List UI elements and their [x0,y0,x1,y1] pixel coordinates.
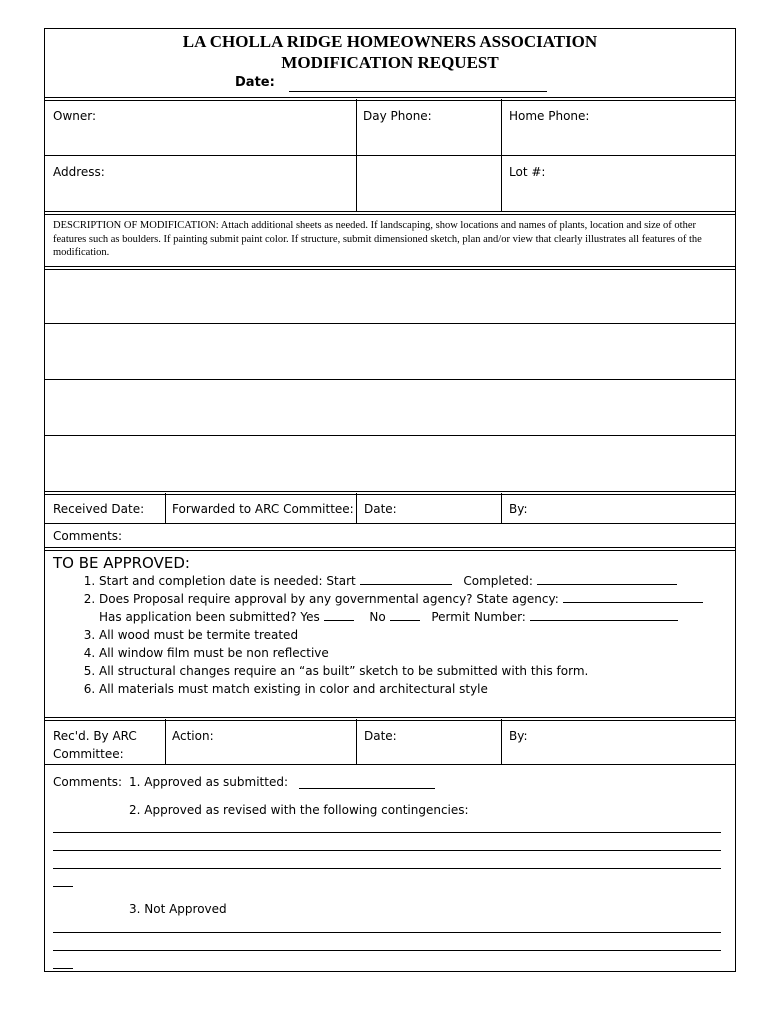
lot-field[interactable] [502,156,734,210]
description-instructions: DESCRIPTION OF MODIFICATION: Attach additional sheets as needed. If landscaping, show locations and names of plants, location and size of other features such as boulders. If painting submit paint color. If structure, submit dimensioned sketch, plan and/or view that clearly illustrates all features of the modification. [53,220,702,258]
recd-committee-label: Committee: [53,747,124,761]
option-approved-as-submitted: 1. Approved as submitted: [129,775,289,789]
description-line-3[interactable] [46,380,734,434]
submitted-no-field[interactable] [390,608,420,621]
requirement-item-1: 1. Start and completion date is needed: Start Completed: [99,572,703,590]
not-approved-line-1[interactable] [53,932,721,933]
arc-date-field[interactable] [357,720,500,763]
start-date-field[interactable] [360,572,452,585]
not-approved-line-3[interactable] [53,968,73,969]
requirement-item-6: 6. All materials must match existing in color and architectural style [99,680,703,698]
header-date-label: Date: [235,75,275,90]
received-date-label: Received Date: [53,502,145,516]
approval-requirements-list [67,572,703,698]
completed-date-field[interactable] [537,572,677,585]
action-field[interactable] [166,720,355,763]
option-not-approved: 3. Not Approved [129,902,227,916]
description-line-2[interactable] [46,324,734,378]
recd-by-arc-label: Rec'd. By ARC [53,729,137,743]
requirement-item-2: 2. Does Proposal require approval by any governmental agency? State agency: Has application been submitted? Yes No Permit Number: [99,590,703,626]
forwarded-label: Forwarded to ARC Committee: [172,502,354,516]
requirement-item-5: 5. All structural changes require an “as built” sketch to be submitted with this form. [99,662,703,680]
column-divider [165,493,166,523]
day-phone-field[interactable] [357,100,500,155]
lot-label: Lot #: [509,165,546,179]
owner-label: Owner: [53,109,97,123]
day-phone-label: Day Phone: [363,109,432,123]
description-line-4[interactable] [46,436,734,490]
received-date-field-label: Date: [364,502,397,516]
received-by-label: By: [509,502,528,516]
not-approved-line-2[interactable] [53,950,721,951]
column-divider [501,493,502,523]
home-phone-label: Home Phone: [509,109,590,123]
arc-by-label: By: [509,729,528,743]
permit-number-field[interactable] [530,608,678,621]
requirement-item-4: 4. All window film must be non reflective [99,644,703,662]
received-comments-field[interactable] [125,525,733,545]
divider [45,523,735,524]
divider [45,547,735,551]
form-title: LA CHOLLA RIDGE HOMEOWNERS ASSOCIATION [182,32,598,51]
arc-date-label: Date: [364,729,397,743]
option-approved-as-revised: 2. Approved as revised with the following contingencies: [129,803,469,817]
contingency-line-4[interactable] [53,886,73,887]
divider [45,491,735,495]
form-subtitle: MODIFICATION REQUEST [281,53,499,72]
state-agency-field[interactable] [563,590,703,603]
contingency-line-2[interactable] [53,850,721,851]
contingency-line-3[interactable] [53,868,721,869]
description-line-1[interactable] [46,269,734,322]
submitted-yes-field[interactable] [324,608,354,621]
divider [45,764,735,765]
contingency-line-1[interactable] [53,832,721,833]
modification-request-form [44,28,736,972]
owner-field[interactable] [46,100,355,155]
action-label: Action: [172,729,214,743]
divider [45,211,735,215]
header-date-field[interactable] [289,91,547,92]
arc-comments-label: Comments: [53,775,123,789]
address-field[interactable] [46,156,500,210]
requirement-item-3: 3. All wood must be termite treated [99,626,703,644]
address-label: Address: [53,165,105,179]
approval-heading: TO BE APPROVED: [53,554,190,572]
received-comments-label: Comments: [53,529,123,543]
arc-by-field[interactable] [502,720,734,763]
column-divider [356,493,357,523]
home-phone-field[interactable] [502,100,734,155]
approved-as-submitted-field[interactable] [299,788,435,789]
